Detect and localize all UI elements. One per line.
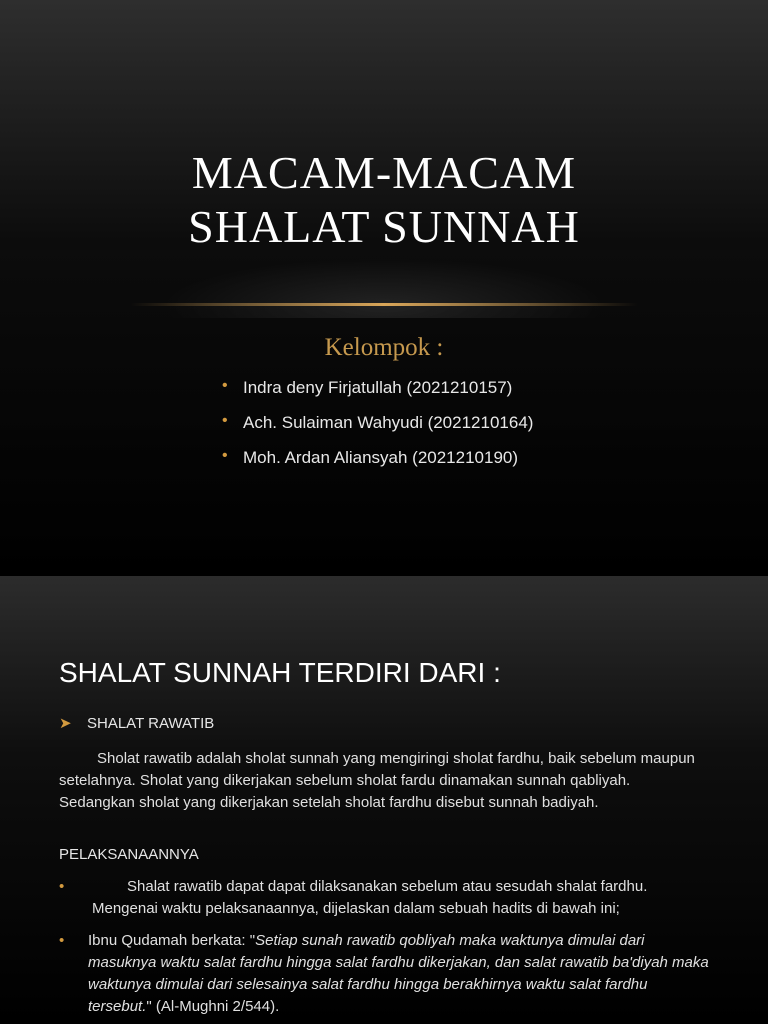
quote-suffix: " (Al-Mughni 2/544). (146, 998, 280, 1015)
bullet-icon: • (222, 377, 228, 394)
slide-subtitle: Kelompok : (324, 334, 444, 361)
quote-body: Setiap sunah rawatib qobliyah maka waktunya dimulai dari masuknya waktu salat fardhu hingga salat fardhu dikerjakan, dan salat rawatib ba'diyah maka waktunya dimulai dari selesainya salat fardhu hingga berakhirnya waktu salat fardhu tersebut. (88, 932, 709, 1015)
list-item (222, 446, 533, 481)
section-label: PELAKSANAANNYA (59, 846, 199, 863)
list-item (59, 930, 709, 1018)
title-glow (160, 258, 608, 318)
gold-divider-line (130, 303, 638, 306)
bullet-text-line-2: Mengenai waktu pelaksanaannya, dijelaskan dalam sebuah hadits di bawah ini; (92, 900, 620, 917)
slide-title (0, 146, 768, 254)
member-name: Indra deny Firjatullah (2021210157) (243, 378, 513, 397)
definition-paragraph: Sholat rawatib adalah sholat sunnah yang mengiringi sholat fardhu, baik sebelum maupun setelahnya. Sholat yang dikerjakan sebelum sholat fardu dinamakan sunnah qabliyah. Sedangkan sholat yang dikerjakan setelah sholat fardhu disebut sunnah badiyah. (59, 750, 695, 811)
content-slide (0, 576, 768, 1024)
bullet-text-line-1: Shalat rawatib dapat dapat dilaksanakan sebelum atau sesudah shalat fardhu. (127, 878, 648, 895)
member-name: Ach. Sulaiman Wahyudi (2021210164) (243, 413, 534, 432)
quote-text (59, 930, 709, 1018)
list-item (59, 876, 719, 920)
slide-title-line-1: MACAM-MACAM (191, 147, 577, 198)
list-item (222, 411, 533, 446)
arrow-bullet-icon: ➤ (59, 715, 72, 732)
member-name: Moh. Ardan Aliansyah (2021210190) (243, 448, 519, 467)
bullet-icon: • (222, 412, 228, 429)
slide-heading: SHALAT SUNNAH TERDIRI DARI : (59, 657, 501, 688)
bullet-icon: • (222, 447, 228, 464)
bullet-icon: • (59, 878, 65, 895)
list-item (222, 376, 533, 411)
slide-title-line-2: SHALAT SUNNAH (188, 201, 580, 252)
quote-prefix: Ibnu Qudamah berkata: " (88, 932, 256, 949)
member-list (222, 376, 533, 481)
topic-label: SHALAT RAWATIB (87, 715, 215, 732)
topic-item (59, 714, 214, 732)
bullet-icon: • (59, 932, 65, 949)
